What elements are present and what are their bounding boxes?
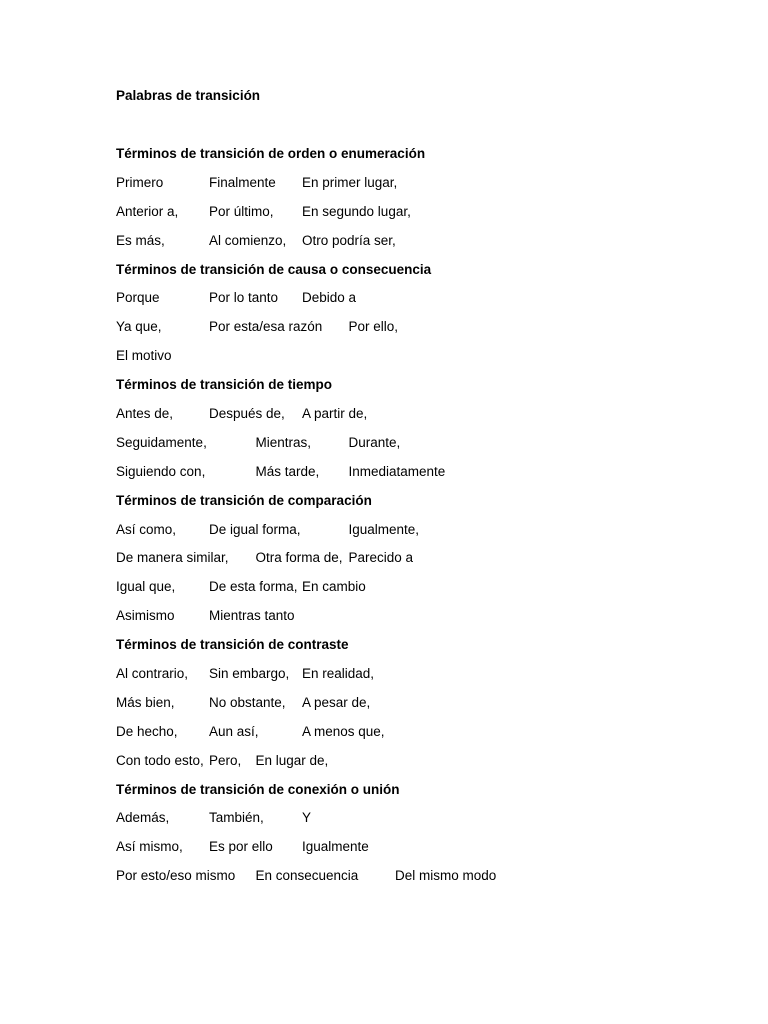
- transition-term: Por último,: [209, 203, 274, 219]
- term-row: [116, 463, 736, 492]
- transition-term: En realidad,: [302, 666, 375, 682]
- transition-term: Antes de,: [116, 406, 174, 422]
- transition-term: Más bien,: [116, 694, 175, 710]
- section-heading: Términos de transición de causa o consecuencia: [116, 261, 432, 277]
- term-row: [116, 289, 736, 318]
- transition-term: Es por ello: [209, 839, 273, 855]
- document-title: Palabras de transición: [116, 88, 261, 103]
- transition-term: En cambio: [302, 579, 366, 595]
- term-row: [116, 521, 736, 550]
- section-heading: Términos de transición de comparación: [116, 492, 372, 508]
- term-row: [116, 665, 736, 694]
- transition-term: Otra forma de,: [255, 550, 343, 566]
- transition-term: Finalmente: [209, 174, 276, 190]
- transition-term: Durante,: [348, 434, 401, 450]
- transition-term: Otro podría ser,: [302, 232, 396, 248]
- transition-term: Así mismo,: [116, 839, 183, 855]
- transition-term: Por esta/esa razón: [209, 319, 323, 335]
- term-row: [116, 838, 736, 867]
- transition-term: Al comienzo,: [209, 232, 287, 248]
- term-row: [116, 549, 736, 578]
- transition-term: El motivo: [116, 348, 172, 364]
- transition-term: Por lo tanto: [209, 290, 279, 306]
- transition-term: De manera similar,: [116, 550, 229, 566]
- transition-term: También,: [209, 810, 264, 826]
- transition-term: Debido a: [302, 290, 357, 306]
- transition-term: Mientras,: [255, 434, 312, 450]
- transition-term: Primero: [116, 174, 164, 190]
- transition-term: Por esto/eso mismo: [116, 868, 236, 884]
- term-row: [116, 232, 736, 261]
- transition-term: Seguidamente,: [116, 434, 207, 450]
- transition-term: Ya que,: [116, 319, 162, 335]
- transition-term: Con todo esto,: [116, 752, 204, 768]
- transition-term: Anterior a,: [116, 203, 179, 219]
- transition-term: Sin embargo,: [209, 666, 290, 682]
- transition-term: Al contrario,: [116, 666, 189, 682]
- term-row: [116, 203, 736, 232]
- section-heading: Términos de transición de conexión o unión: [116, 781, 400, 797]
- transition-term: Y: [302, 810, 312, 826]
- transition-term: En consecuencia: [255, 868, 359, 884]
- transition-term: Después de,: [209, 406, 285, 422]
- term-row: [116, 174, 736, 203]
- transition-term: Inmediatamente: [348, 463, 446, 479]
- transition-term: De hecho,: [116, 723, 178, 739]
- transition-term: No obstante,: [209, 694, 286, 710]
- transition-term: En segundo lugar,: [302, 203, 411, 219]
- transition-term: Es más,: [116, 232, 165, 248]
- sections-container: [116, 145, 736, 896]
- transition-term: Igualmente,: [348, 521, 420, 537]
- term-row: [116, 318, 736, 347]
- transition-term: De igual forma,: [209, 521, 301, 537]
- transition-term: Aun así,: [209, 723, 259, 739]
- term-row: [116, 347, 736, 376]
- transition-term: En primer lugar,: [302, 174, 398, 190]
- term-row: [116, 694, 736, 723]
- section-heading: Términos de transición de orden o enumeración: [116, 146, 426, 161]
- section-heading: Términos de transición de contraste: [116, 637, 349, 653]
- term-row: [116, 809, 736, 838]
- transition-term: Así como,: [116, 521, 177, 537]
- transition-term: Además,: [116, 810, 170, 826]
- transition-term: Pero,: [209, 752, 242, 768]
- term-row: [116, 723, 736, 752]
- term-row: [116, 607, 736, 636]
- transition-term: A menos que,: [302, 723, 385, 739]
- transition-term: De esta forma,: [209, 579, 298, 595]
- transition-term: A partir de,: [302, 406, 368, 422]
- term-row: [116, 434, 736, 463]
- transition-term: Siguiendo con,: [116, 463, 206, 479]
- transition-term: Asimismo: [116, 608, 175, 624]
- term-row: [116, 578, 736, 607]
- transition-term: Parecido a: [348, 550, 414, 566]
- term-row: [116, 752, 736, 781]
- term-row: [116, 405, 736, 434]
- term-row: [116, 867, 736, 896]
- transition-term: Del mismo modo: [395, 868, 497, 884]
- transition-term: Mientras tanto: [209, 608, 295, 624]
- transition-term: Igual que,: [116, 579, 176, 595]
- transition-term: Por ello,: [348, 319, 399, 335]
- transition-term: Igualmente: [302, 839, 369, 855]
- transition-term: A pesar de,: [302, 694, 371, 710]
- transition-term: Más tarde,: [255, 463, 320, 479]
- transition-term: Porque: [116, 290, 160, 306]
- section-heading: Términos de transición de tiempo: [116, 377, 333, 393]
- transition-term: En lugar de,: [255, 752, 329, 768]
